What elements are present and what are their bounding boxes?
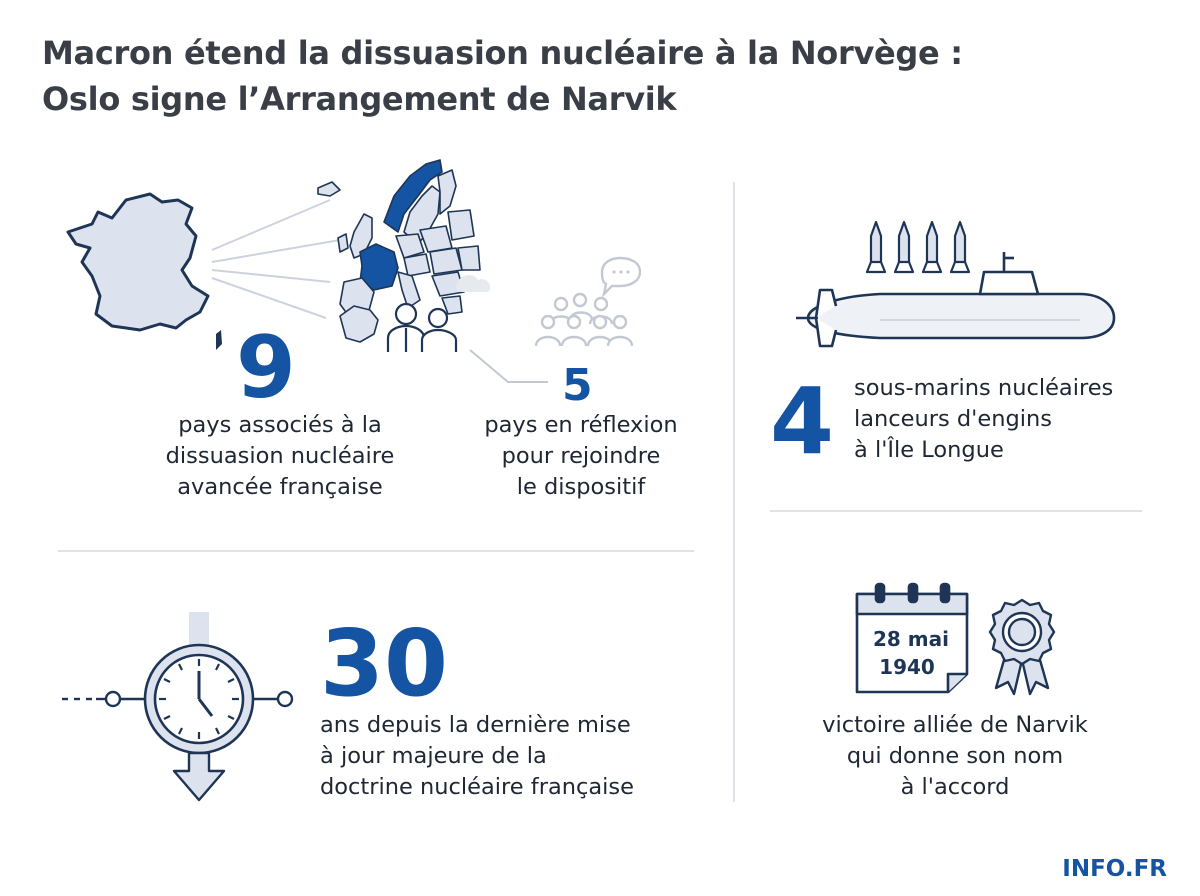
stat-doctrine-line-1: ans depuis la dernière mise — [320, 712, 631, 738]
brand-logo[interactable]: INFO.FR — [1062, 856, 1167, 882]
stat-reflection-line-1: pays en réflexion — [484, 412, 678, 438]
title-line-2: Oslo signe l’Arrangement de Narvik — [42, 80, 677, 118]
stat-narvik-label — [790, 710, 1120, 803]
stat-narvik-line-2: qui donne son nom — [846, 743, 1064, 769]
stat-submarines-line-2: lanceurs d'engins — [854, 406, 1052, 432]
stat-submarines-line-3: à l'Île Longue — [854, 437, 1004, 463]
medal-icon — [990, 600, 1054, 694]
stat-narvik-line-1: victoire alliée de Narvik — [822, 712, 1088, 738]
stat-submarines-number: 4 — [770, 368, 835, 475]
stat-reflection-line-3: le dispositif — [516, 474, 646, 500]
stat-doctrine-line-3: doctrine nucléaire française — [320, 774, 634, 800]
stat-reflection-line-2: pour rejoindre — [501, 443, 661, 469]
calendar-date-line-2: 1940 — [879, 655, 935, 679]
stat-doctrine-number: 30 — [320, 610, 449, 717]
stat-doctrine-line-2: à jour majeure de la — [320, 743, 547, 769]
stat-submarines-line-1: sous-marins nucléaires — [854, 375, 1114, 401]
stat-associated-line-2: dissuasion nucléaire — [165, 443, 395, 469]
stat-associated-line-3: avancée française — [177, 474, 383, 500]
stat-reflection-number: 5 — [562, 360, 593, 411]
stat-narvik-line-3: à l'accord — [900, 774, 1010, 800]
title-line-1: Macron étend la dissuasion nucléaire à la Norvège : — [42, 34, 963, 72]
calendar-date-line-1: 28 mai — [873, 627, 949, 651]
stat-associated-number: 9 — [236, 318, 296, 418]
calendar-icon — [857, 584, 967, 692]
stat-associated-line-1: pays associés à la — [178, 412, 382, 438]
